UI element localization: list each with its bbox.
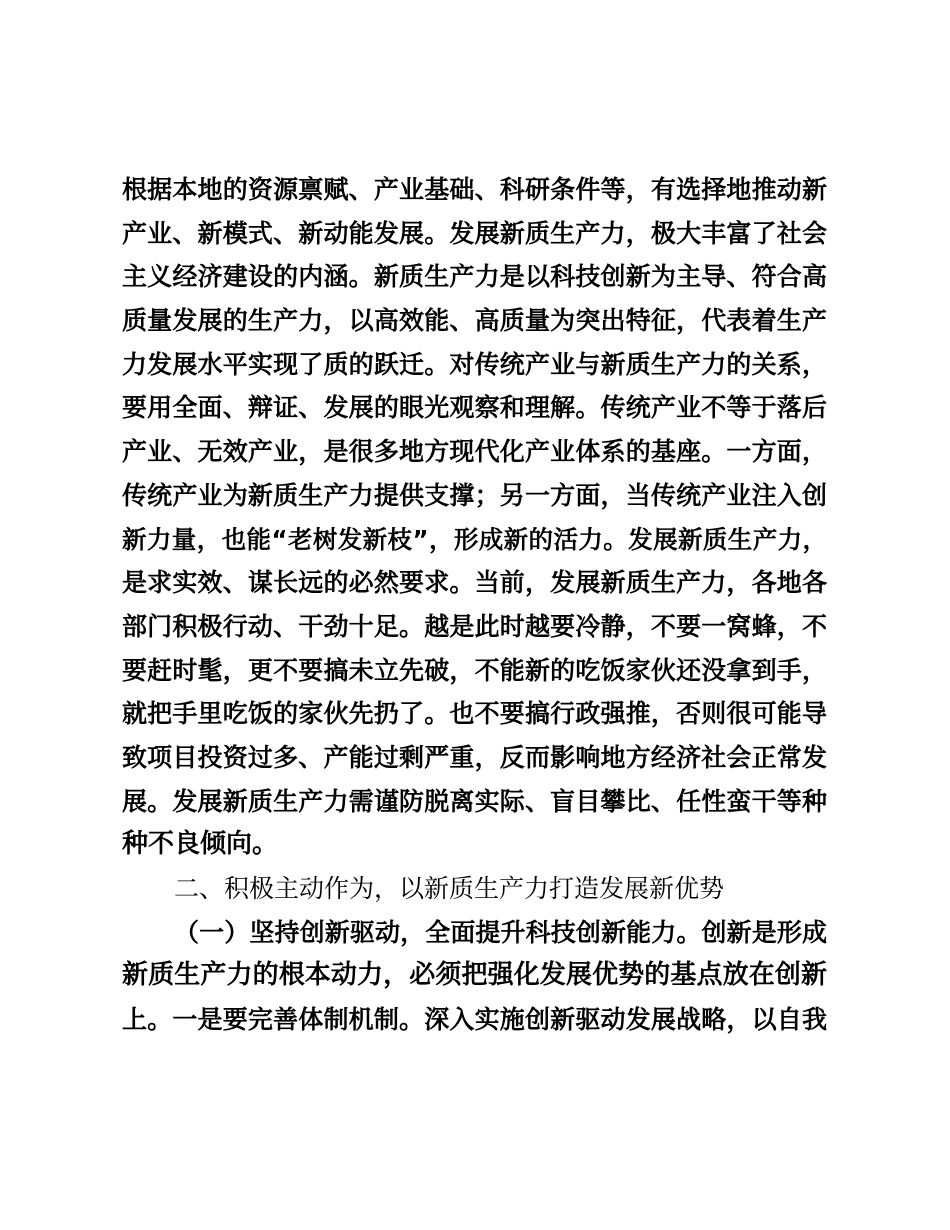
section-heading: 二、积极主动作为，以新质生产力打造发展新优势: [174, 874, 725, 903]
paragraph-line-14: 致项目投资过多、产能过剩严重，反而影响地方经济社会正常发: [122, 742, 827, 772]
paragraph-line-2: 产业、新模式、新动能发展。发展新质生产力，极大丰富了社会: [122, 218, 827, 248]
paragraph-line-12: 要赶时髦，更不要搞未立先破，不能新的吃饭家伙还没拿到手，: [122, 655, 827, 685]
body-text: [122, 168, 827, 1042]
paragraph-line-6: 要用全面、辩证、发展的眼光观察和理解。传统产业不等于落后: [122, 393, 827, 423]
paragraph-line-1: 根据本地的资源禀赋、产业基础、科研条件等，有选择地推动新: [122, 175, 827, 204]
paragraph-line-13: 就把手里吃饭的家伙先扔了。也不要搞行政强推，否则很可能导: [122, 699, 827, 729]
paragraph-line-9: 新力量，也能“老树发新枝”，形成新的活力。发展新质生产力，: [122, 524, 827, 554]
paragraph-line-3: 主义经济建设的内涵。新质生产力是以科技创新为主导、符合高: [122, 262, 827, 292]
section-line-2: 新质生产力的根本动力，必须把强化发展优势的基点放在创新: [122, 960, 827, 991]
paragraph-line-8: 传统产业为新质生产力提供支撑；另一方面，当传统产业注入创: [122, 480, 827, 510]
paragraph-line-5: 力发展水平实现了质的跃迁。对传统产业与新质生产力的关系，: [122, 349, 827, 379]
section-line-3: 上。一是要完善体制机制。深入实施创新驱动发展战略，以自我: [122, 1005, 827, 1035]
section-line-1: （一）坚持创新驱动，全面提升科技创新能力。创新是形成: [174, 917, 827, 947]
paragraph-line-11: 部门积极行动、干劲十足。越是此时越要冷静，不要一窝蜂，不: [122, 611, 827, 641]
paragraph-line-4: 质量发展的生产力，以高效能、高质量为突出特征，代表着生产: [122, 306, 827, 336]
paragraph-line-10: 是求实效、谋长远的必然要求。当前，发展新质生产力，各地各: [122, 568, 827, 598]
paragraph-line-16: 种不良倾向。: [122, 829, 279, 860]
paragraph-line-15: 展。发展新质生产力需谨防脱离实际、盲目攀比、任性蛮干等种: [122, 786, 827, 816]
paragraph-line-7: 产业、无效产业，是很多地方现代化产业体系的基座。一方面，: [122, 437, 827, 467]
